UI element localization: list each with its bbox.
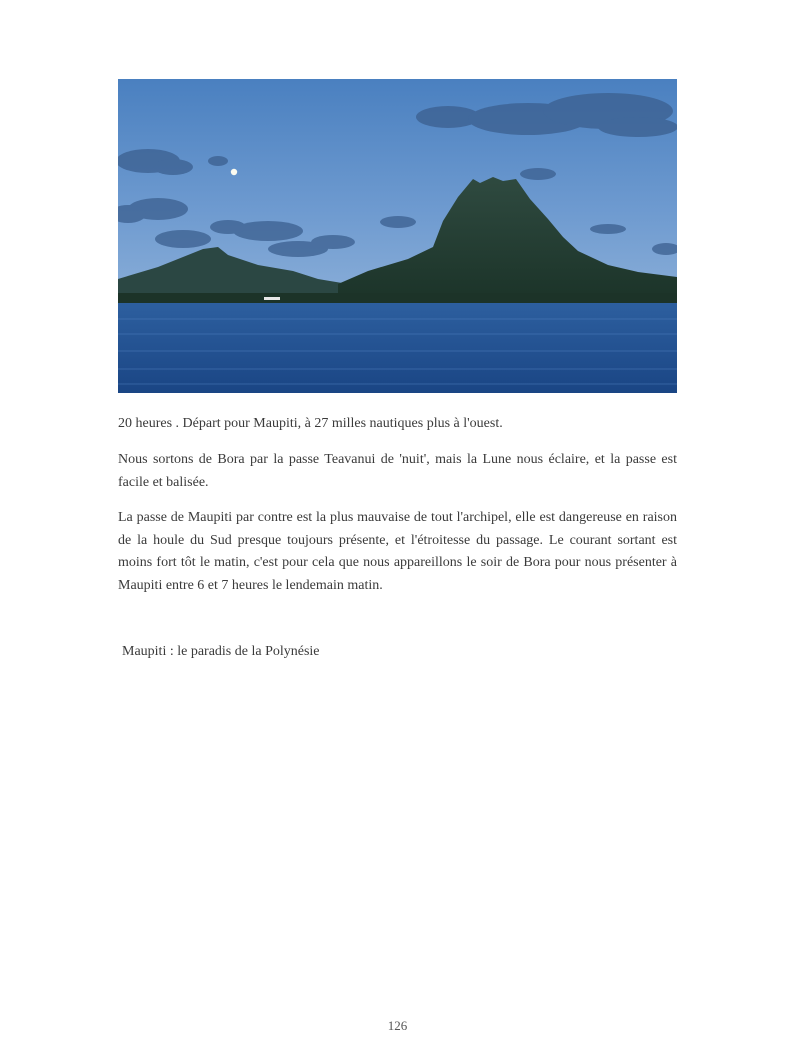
boat [264, 297, 280, 300]
paragraph-teavanui-pass: Nous sortons de Bora par la passe Teavanui de 'nuit', mais la Lune nous éclaire, et la passe est facile et balisée. [118, 452, 677, 490]
paragraph-departure: 20 heures . Départ pour Maupiti, à 27 milles nautiques plus à l'ouest. [118, 416, 503, 431]
paragraph-maupiti-pass: La passe de Maupiti par contre est la plus mauvaise de tout l'archipel, elle est dangereuse en raison de la houle du Sud presque toujours présente, et l'étroitesse du passage. Le courant sortant est moins fort tôt le matin, c'est pour cela que nous appareillons le soir de Bora pour nous présenter à Maupiti entre 6 et 7 heures le lendemain matin. [118, 510, 677, 593]
moon-icon [231, 169, 237, 175]
photo-bora-bora-dusk [118, 79, 677, 393]
landscape-illustration [118, 79, 677, 393]
section-caption: Maupiti : le paradis de la Polynésie [122, 644, 320, 659]
sea [118, 303, 677, 393]
page-number: 126 [387, 1018, 408, 1033]
